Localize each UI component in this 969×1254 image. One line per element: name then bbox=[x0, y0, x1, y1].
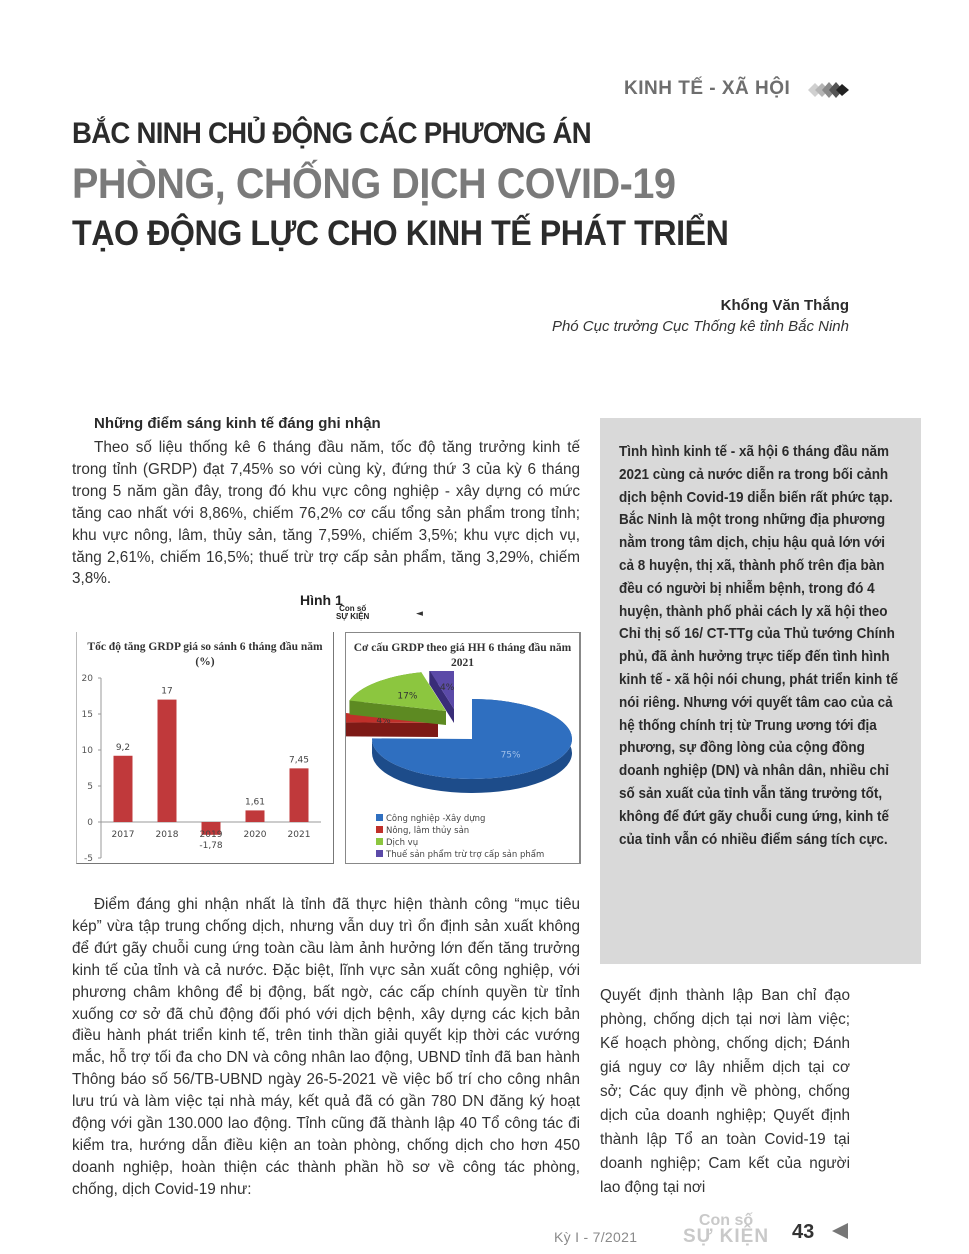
svg-text:20: 20 bbox=[81, 674, 93, 684]
headline-line-2: PHÒNG, CHỐNG DỊCH COVID-19 bbox=[72, 160, 676, 208]
highlight-text: Tình hình kinh tế - xã hội 6 tháng đầu năm 2021 cùng cả nước diễn ra trong bối cảnh dịch bệnh Covid-19 diễn biến rất phức tạp. Bắc Ninh là một trong những địa phương nằm trong tâm dịch, chịu hậu quả lớn với cả 8 huyện, thị xã, thành phố trên địa bàn đều có người bị nhiễm bệnh, trong đó 4 huyện, thành phố phải cách ly xã hội theo Chỉ thị số 16/ CT-TTg của Thủ tướng Chính phủ, đã ảnh hưởng trực tiếp đến tình hình kinh tế - xã hội nói chung, phát triển kinh tế nói riêng. Nhưng với quyết tâm cao của cả hệ thống chính trị từ Trung ương tới địa phương, sự đồng lòng của cộng đồng doanh nghiệp (DN) và nhân dân, nhiều chỉ số sản xuất của tỉnh vẫn tăng trưởng tốt, không để đứt gãy chuỗi cung ứng, kinh tế của tỉnh vẫn có nhiều điểm sáng tích cực. bbox=[619, 443, 899, 848]
author-name: Khổng Văn Thắng bbox=[720, 297, 849, 314]
figure-label: Hình 1 bbox=[300, 592, 343, 608]
legend-label: Thuế sản phẩm trừ trợ cấp sản phẩm bbox=[386, 850, 545, 860]
svg-text:15: 15 bbox=[81, 710, 93, 720]
magazine-logo-small: Con số SỰ KIỆN bbox=[336, 604, 370, 621]
svg-text:2019: 2019 bbox=[199, 830, 223, 840]
legend-item bbox=[376, 825, 544, 837]
legend-swatch bbox=[376, 838, 383, 845]
svg-text:4%: 4% bbox=[440, 683, 455, 694]
magazine-logo: Con số SỰ KIỆN bbox=[682, 1212, 770, 1247]
section-tag: KINH TẾ - XÃ HỘI bbox=[624, 78, 791, 99]
pie-chart-plot bbox=[346, 671, 580, 811]
diamond-cluster-icon bbox=[806, 80, 850, 100]
chart-title: Cơ cấu GRDP theo giá HH 6 tháng đầu năm 2021 bbox=[353, 642, 572, 669]
legend-label: Nông, lâm thủy sản bbox=[386, 826, 470, 836]
svg-text:7,45: 7,45 bbox=[288, 755, 310, 766]
svg-text:5: 5 bbox=[87, 782, 93, 792]
arrow-left-icon: ◄ bbox=[416, 609, 423, 619]
page-number: 43 bbox=[792, 1221, 815, 1243]
svg-text:75%: 75% bbox=[500, 750, 521, 761]
body-paragraph-1: Theo số liệu thống kê 6 tháng đầu năm, tốc độ tăng trưởng kinh tế trong tỉnh (GRDP) đạt 7,45% so với cùng kỳ, đứng thứ 3 của kỳ 6 tháng trong 5 năm gần đây, trong đó khu vực công nghiệp - xây dựng có mức tăng cao nhất với 8,86%, chiếm 76,2% cơ cấu tổng sản phẩm trong tỉnh; khu vực nông, lâm, thủy sản, tăng 7,59%, chiếm 3,5%; khu vực dịch vụ, tăng 2,61%, chiếm 16,5%; thuế trừ trợ cấp sản phẩm, tăng 3,29%, chiếm 3,8%. bbox=[72, 439, 580, 588]
legend-swatch bbox=[376, 850, 383, 857]
svg-text:2020: 2020 bbox=[243, 830, 267, 840]
legend-item bbox=[376, 837, 544, 849]
arrow-left-icon bbox=[832, 1223, 848, 1239]
svg-text:4%: 4% bbox=[376, 715, 391, 726]
legend-item bbox=[376, 813, 544, 825]
body-paragraph-3: Quyết định thành lập Ban chỉ đạo phòng, chống dịch tại nơi làm việc; Kế hoạch phòng, chống dịch; Đánh giá nguy cơ lây nhiễm dịch tại cơ sở; Các quy định về phòng, chống dịch của doanh nghiệp; Quyết định thành lập Tổ an toàn Covid-19 tại doanh nghiệp; Cam kết của người lao động tại nơi bbox=[600, 987, 850, 1196]
headline-line-3: TẠO ĐỘNG LỰC CHO KINH TẾ PHÁT TRIỂN bbox=[72, 214, 729, 253]
headline-line-1: BẮC NINH CHỦ ĐỘNG CÁC PHƯƠNG ÁN bbox=[72, 117, 591, 150]
svg-text:-5: -5 bbox=[84, 854, 93, 864]
legend-swatch bbox=[376, 814, 383, 821]
section-subheading: Những điểm sáng kinh tế đáng ghi nhận bbox=[94, 415, 381, 432]
chart-title: Tốc độ tăng GRDP giá so sánh 6 tháng đầu năm (%) bbox=[87, 641, 323, 668]
svg-text:9,2: 9,2 bbox=[115, 742, 131, 753]
svg-text:2018: 2018 bbox=[155, 830, 179, 840]
svg-text:17: 17 bbox=[161, 686, 173, 697]
svg-text:1,61: 1,61 bbox=[244, 797, 266, 808]
legend-label: Công nghiệp -Xây dựng bbox=[386, 814, 486, 824]
author-role: Phó Cục trưởng Cục Thống kê tỉnh Bắc Ninh bbox=[551, 318, 849, 335]
bar-chart-plot bbox=[77, 664, 333, 864]
issue-label: Kỳ I - 7/2021 bbox=[554, 1229, 638, 1245]
svg-text:2021: 2021 bbox=[287, 830, 311, 840]
byline bbox=[552, 297, 849, 335]
svg-text:-1,78: -1,78 bbox=[199, 841, 223, 851]
legend-label: Dịch vụ bbox=[386, 838, 419, 848]
legend-item bbox=[376, 849, 544, 861]
legend-swatch bbox=[376, 826, 383, 833]
bar-chart-grdp-growth bbox=[76, 632, 334, 864]
pie-chart-grdp-structure bbox=[345, 632, 581, 864]
svg-text:17%: 17% bbox=[397, 691, 418, 702]
highlight-box bbox=[600, 418, 921, 964]
chart-legend bbox=[376, 813, 544, 861]
svg-text:10: 10 bbox=[81, 746, 93, 756]
svg-text:0: 0 bbox=[87, 818, 93, 828]
body-paragraph-2: Điểm đáng ghi nhận nhất là tỉnh đã thực hiện thành công “mục tiêu kép” vừa tập trung chống dịch, nhưng vẫn duy trì ổn định sản xuất không để đứt gãy chuỗi cung ứng toàn cầu làm ảnh hưởng lớn đến tăng trưởng kinh tế của tỉnh và cả nước. Đặc biệt, lĩnh vực sản xuất công nghiệp, với phương châm không để bị động, bất ngờ, các cấp chính quyền từ tỉnh xuống cơ sở đã chủ động đối phó với dịch bệnh, xây dựng các kịch bản điều hành phát triển kinh tế, trên tinh thần giải quyết kịp thời các vướng mắc, hỗ trợ tối đa cho DN và công nhân lao động, UBND tỉnh đã ban hành Thông báo số 56/TB-UBND ngày 26-5-2021 về việc bố trí cho công nhân lưu trú và làm việc tại nhà máy, kết quả đã có gần 780 DN đăng ký hoạt động với gần 130.000 lao động. Tỉnh cũng đã thành lập 40 Tổ công tác đi kiểm tra, hướng dẫn điều kiện an toàn phòng, chống dịch cho hơn 450 doanh nghiệp, hoàn thiện các thành phần hồ sơ về công tác phòng, chống, dịch Covid-19 như: bbox=[72, 896, 580, 1198]
svg-text:2017: 2017 bbox=[111, 830, 135, 840]
